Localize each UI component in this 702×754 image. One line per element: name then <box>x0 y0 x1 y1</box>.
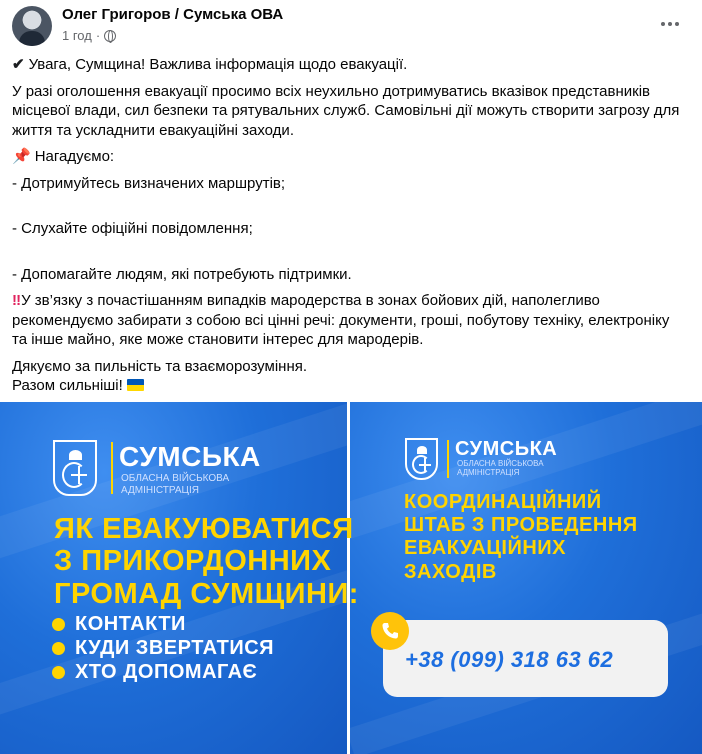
pin-icon: 📌 <box>12 148 31 165</box>
headline-line-2: ШТАБ З ПРОВЕДЕННЯ <box>404 514 638 537</box>
list-item: - Допомагайте людям, які потребують підтримки. <box>12 265 352 283</box>
coat-of-arms-icon <box>405 438 438 480</box>
headline-line-3: ГРОМАД СУМЩИНИ: <box>54 577 359 610</box>
bullet-dot-icon <box>52 642 65 655</box>
org-name: СУМСЬКА <box>455 438 558 460</box>
closing-text: Разом сильніші! <box>12 377 123 394</box>
post-header <box>0 0 702 52</box>
org-subtitle-2: АДМІНІСТРАЦІЯ <box>121 485 199 496</box>
list-item: - Слухайте офіційні повідомлення; <box>12 220 253 237</box>
headline-line-1: КООРДИНАЦІЙНИЙ <box>404 491 602 513</box>
org-subtitle-1: ОБЛАСНА ВІЙСЬКОВА <box>457 459 544 468</box>
phone-number[interactable]: +38 (099) 318 63 62 <box>405 647 614 672</box>
post-meta <box>62 28 116 43</box>
dot-icon <box>675 22 679 26</box>
headline-line-1: ЯК ЕВАКУЮВАТИСЯ <box>54 513 354 545</box>
paragraph-2-line-2: рекомендуємо забирати з собою всі цінні речі: документи, гроші, побутову техніку, електроніку <box>12 311 670 329</box>
divider <box>111 442 113 494</box>
headline-line-4: ЗАХОДІВ <box>404 560 497 583</box>
headline-line-2: З ПРИКОРДОННИХ <box>54 545 332 578</box>
bullet-dot-icon <box>52 666 65 679</box>
post-body <box>12 55 692 396</box>
avatar[interactable] <box>12 6 52 46</box>
bullet-text: КОНТАКТИ <box>75 612 186 635</box>
list-item <box>52 660 274 684</box>
dot-icon <box>661 22 665 26</box>
ukraine-flag-icon <box>127 379 144 391</box>
intro-line <box>12 55 692 75</box>
list-item: - Дотримуйтесь визначених маршрутів; <box>12 174 286 192</box>
headline <box>54 513 359 610</box>
paragraph-2-line-3: та інше майно, яке може становити інтерес для мародерів. <box>12 331 424 348</box>
bullet-text: КУДИ ЗВЕРТАТИСЯ <box>75 636 275 659</box>
org-subtitle-1: ОБЛАСНА ВІЙСЬКОВА <box>121 473 230 484</box>
list-item <box>52 612 274 636</box>
paragraph-1-line-1: У разі оголошення евакуації просимо всіх неухильно дотримуватись вказівок представників <box>12 82 651 100</box>
headline <box>404 491 638 584</box>
intro-text: Увага, Сумщина! Важлива інформація щодо евакуації. <box>28 56 408 73</box>
headline-line-3: ЕВАКУАЦІЙНИХ <box>404 537 567 560</box>
divider <box>447 440 449 478</box>
reminder-text: Нагадуємо: <box>34 148 115 165</box>
bullet-text: ХТО ДОПОМАГАЄ <box>75 660 258 683</box>
org-name: СУМСЬКА <box>119 441 261 472</box>
paragraph-2 <box>12 291 692 350</box>
bullet-dot-icon <box>52 618 65 631</box>
post-author[interactable]: Олег Григоров / Сумська ОВА <box>62 6 284 23</box>
paragraph-2-line-1: У зв’язку з почастішанням випадків мародерства в зонах бойових дій, наполегливо <box>21 292 600 309</box>
list-item <box>52 636 274 660</box>
thanks-line: Дякуємо за пильність та взаєморозуміння. <box>12 357 308 375</box>
bullet-list <box>52 612 274 684</box>
paragraph-1-line-3: життя та ускладнити евакуаційні заходи. <box>12 121 294 139</box>
paragraph-1 <box>12 82 692 141</box>
double-exclamation-icon: ‼ <box>12 292 22 309</box>
org-subtitle-2: АДМІНІСТРАЦІЯ <box>457 468 520 477</box>
check-icon: ✔ <box>12 56 25 73</box>
meta-separator: · <box>95 28 101 43</box>
coat-of-arms-icon <box>53 440 97 496</box>
more-options-button[interactable] <box>656 12 684 36</box>
paragraph-1-line-2: місцевої влади, сил безпеки та рятувальних служб. Самовільні дії можуть створити загрозу для <box>12 102 680 119</box>
dot-icon <box>668 22 672 26</box>
globe-icon <box>104 30 116 42</box>
phone-icon <box>371 612 409 650</box>
closing-line <box>12 376 692 396</box>
post-time[interactable]: 1 год <box>62 28 92 43</box>
reminder-line <box>12 147 692 167</box>
